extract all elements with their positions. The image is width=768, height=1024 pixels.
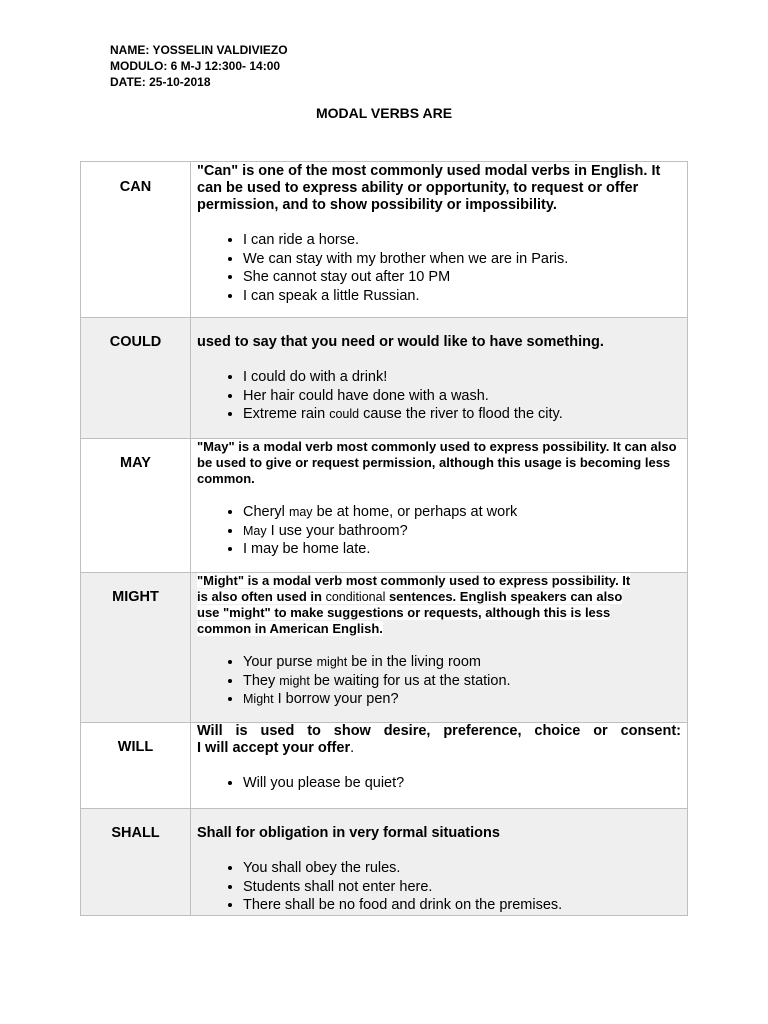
page-title: MODAL VERBS ARE — [315, 105, 453, 121]
verb-cell — [81, 439, 191, 573]
verb-label-can: CAN — [119, 179, 152, 195]
verb-cell — [81, 723, 191, 809]
list-item: • I could do with a drink! — [243, 368, 681, 387]
definition-can: "Can" is one of the most commonly used modal verbs in English. It can be used to express ability or opportunity, to request or offer permission, and to show possibility or impossibility. — [197, 163, 661, 213]
verb-label-shall: SHALL — [111, 825, 160, 841]
definition-will: Will is used to show desire, preference, choice or consent: I will accept your offer. — [197, 723, 681, 756]
examples-will — [197, 774, 681, 793]
modal-verbs-table — [80, 161, 688, 916]
list-item: • May I use your bathroom? — [243, 522, 681, 541]
verb-label-may: MAY — [120, 455, 151, 471]
list-item: • Might I borrow your pen? — [243, 690, 681, 709]
description-cell — [191, 723, 688, 809]
examples-shall — [197, 859, 681, 915]
definition-could: used to say that you need or would like to have something. — [197, 334, 604, 350]
list-item: • I can speak a little Russian. — [243, 287, 681, 306]
verb-label-will: WILL — [117, 739, 154, 755]
list-item: • Will you please be quiet? — [243, 774, 681, 793]
list-item: • I may be home late. — [243, 540, 681, 559]
table-row-can — [81, 162, 688, 318]
list-item: • Your purse might be in the living room — [243, 653, 681, 672]
list-item: • We can stay with my brother when we are in Paris. — [243, 250, 681, 269]
description-cell — [191, 573, 688, 723]
table-row-shall — [81, 809, 688, 916]
definition-might: "Might" is a modal verb most commonly used to express possibility. It is also often used in conditional sentences. English speakers can also use "might" to make suggestions or requests, although this is less common in American English. — [197, 573, 631, 636]
date-info: DATE: 25-10-2018 — [110, 75, 211, 89]
examples-may — [197, 503, 681, 559]
student-header — [110, 42, 288, 90]
description-cell — [191, 439, 688, 573]
table-row-might — [81, 573, 688, 723]
table-row-will — [81, 723, 688, 809]
module-info: MODULO: 6 M-J 12:300- 14:00 — [110, 59, 281, 73]
list-item: • Extreme rain could cause the river to flood the city. — [243, 405, 681, 424]
examples-can — [197, 231, 681, 305]
table-row-could — [81, 318, 688, 439]
description-cell — [191, 318, 688, 439]
examples-could — [197, 368, 681, 424]
list-item: • Students shall not enter here. — [243, 878, 681, 897]
list-item: • Cheryl may be at home, or perhaps at work — [243, 503, 681, 522]
verb-label-might: MIGHT — [112, 589, 159, 605]
description-cell — [191, 809, 688, 916]
examples-might — [197, 653, 681, 709]
list-item: • There shall be no food and drink on the premises. — [243, 896, 681, 915]
table-row-may — [81, 439, 688, 573]
verb-cell — [81, 318, 191, 439]
verb-cell — [81, 573, 191, 723]
list-item: • I can ride a horse. — [243, 231, 681, 250]
verb-cell — [81, 809, 191, 916]
description-cell — [191, 162, 688, 318]
definition-may: "May" is a modal verb most commonly used to express possibility. It can also be used to give or request permission, although this usage is becoming less common. — [197, 439, 677, 486]
definition-shall: Shall for obligation in very formal situations — [197, 825, 500, 841]
list-item: • They might be waiting for us at the station. — [243, 672, 681, 691]
student-name: NAME: YOSSELIN VALDIVIEZO — [110, 43, 288, 57]
list-item: • She cannot stay out after 10 PM — [243, 268, 681, 287]
verb-label-could: COULD — [109, 334, 162, 350]
list-item: • Her hair could have done with a wash. — [243, 387, 681, 406]
verb-cell — [81, 162, 191, 318]
list-item: • You shall obey the rules. — [243, 859, 681, 878]
